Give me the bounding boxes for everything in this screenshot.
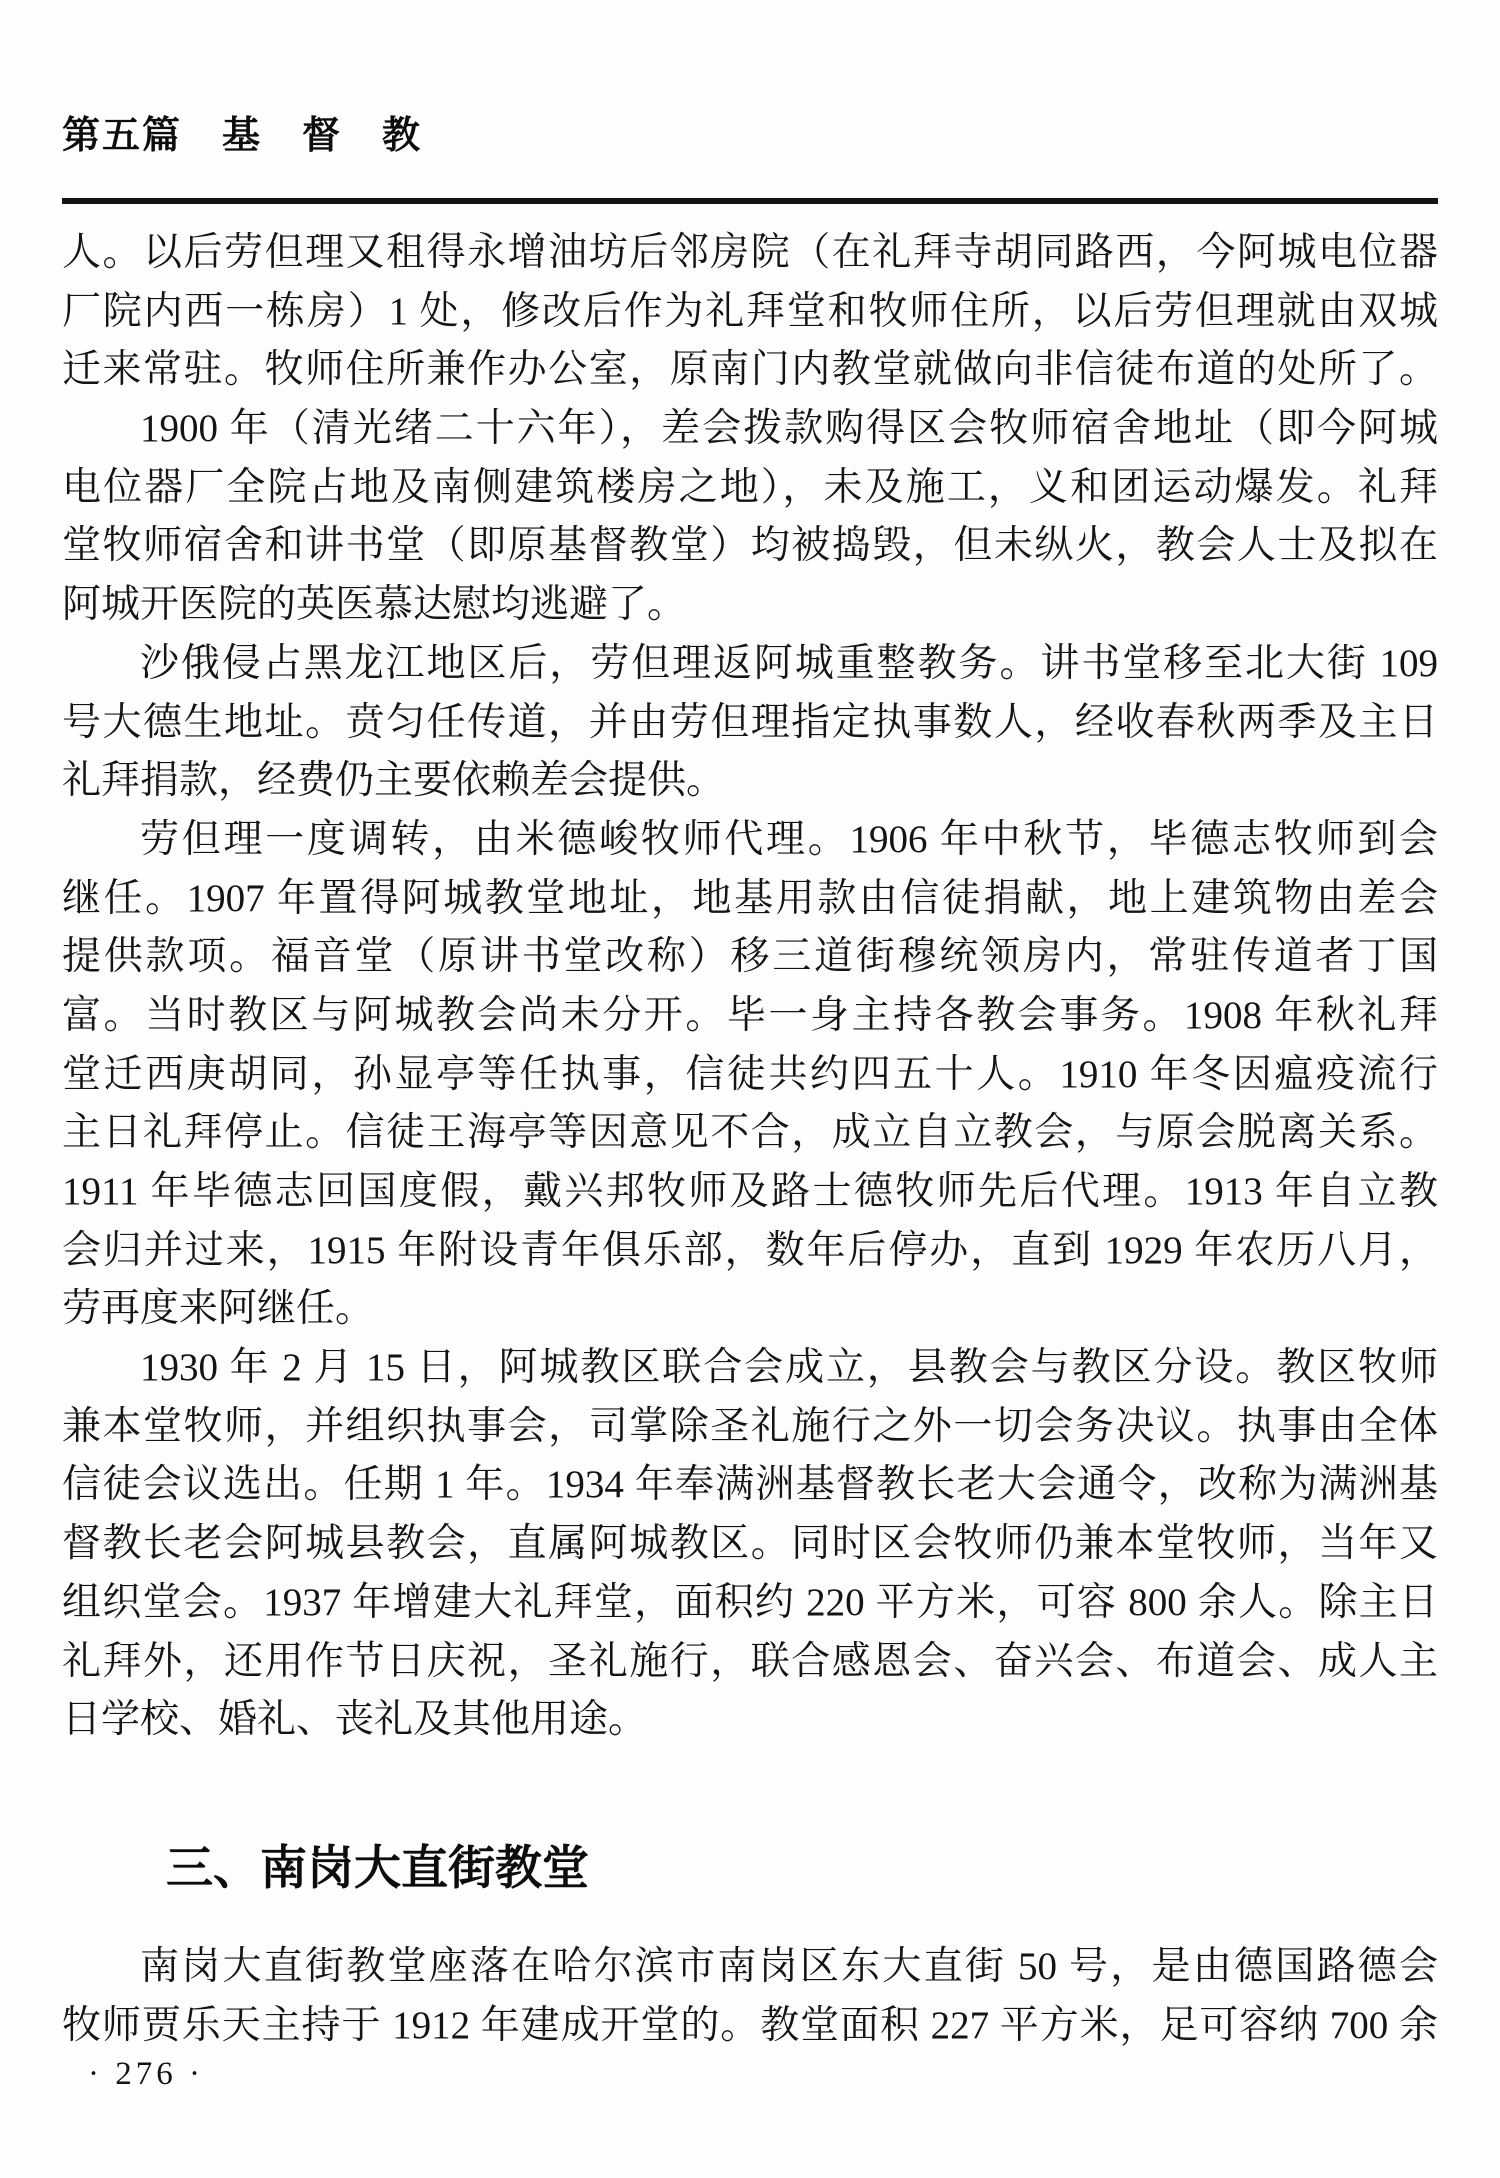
body-text-line: 人。以后劳但理又租得永增油坊后邻房院（在礼拜寺胡同路西，今阿城电位器 [62,231,1438,274]
body-text-line: 劳再度来阿继任。 [62,1287,375,1331]
body-text-line: 号大德生地址。贲匀任传道，并由劳但理指定执事数人，经收春秋两季及主日 [62,700,1438,744]
header-divider-rule [62,198,1438,204]
body-text-line: 南岗大直街教堂座落在哈尔滨市南岗区东大直街 50 号，是由德国路德会 [140,1944,1438,1988]
body-text-line: 堂迁西庚胡同，孙显亭等任执事，信徒共约四五十人。1910 年冬因瘟疫流行 [62,1052,1438,1096]
body-text-line: 牧师贾乐天主持于 1912 年建成开堂的。教堂面积 227 平方米，足可容纳 700 余 [62,2003,1438,2047]
body-text-line: 富。当时教区与阿城教会尚未分开。毕一身主持各教会事务。1908 年秋礼拜 [62,993,1438,1037]
body-text-line: 礼拜外，还用作节日庆祝，圣礼施行，联合感恩会、奋兴会、布道会、成人主 [62,1639,1438,1683]
body-text-line: 1930 年 2 月 15 日，阿城教区联合会成立，县教会与教区分设。教区牧师 [140,1346,1438,1390]
body-text-line: 迁来常驻。牧师住所兼作办公室，原南门内教堂就做向非信徒布道的处所了。 [62,348,1438,392]
body-text-line: 礼拜捐款，经费仍主要依赖差会提供。 [62,759,726,803]
body-text-line: 继任。1907 年置得阿城教堂地址，地基用款由信徒捐献，地上建筑物由差会 [62,876,1438,920]
page-number: · 276 · [88,2056,204,2092]
section-heading: 三、南岗大直街教堂 [166,1840,589,1894]
body-text-line: 督教长老会阿城县教会，直属阿城教区。同时区会牧师仍兼本堂牧师，当年又 [62,1522,1438,1566]
body-text-block [62,224,1438,1750]
running-header-title: 第五篇 基 督 教 [62,115,423,157]
body-text-line: 组织堂会。1937 年增建大礼拜堂，面积约 220 平方米，可容 800 余人。除主日 [62,1580,1438,1624]
body-text-line: 日学校、婚礼、丧礼及其他用途。 [62,1698,648,1742]
body-text-line: 厂院内西一栋房）1 处，修改后作为礼拜堂和牧师住所，以后劳但理就由双城 [62,289,1438,333]
body-text-line: 阿城开医院的英医慕达慰均逃避了。 [62,583,687,627]
body-text-line: 堂牧师宿舍和讲书堂（即原基督教堂）均被捣毁，但未纵火，教会人士及拟在 [62,524,1438,568]
body-text-line: 信徒会议选出。任期 1 年。1934 年奉满洲基督教长老大会通令，改称为满洲基 [62,1463,1438,1507]
body-text-line: 会归并过来，1915 年附设青年俱乐部，数年后停办，直到 1929 年农历八月， [62,1228,1438,1272]
body-text-line: 1911 年毕德志回国度假，戴兴邦牧师及路士德牧师先后代理。1913 年自立教 [62,1170,1438,1213]
section-body-text-block [62,1938,1438,2055]
body-text-line: 提供款项。福音堂（原讲书堂改称）移三道街穆统领房内，常驻传道者丁国 [62,935,1438,979]
body-text-line: 1900 年（清光绪二十六年），差会拨款购得区会牧师宿舍地址（即今阿城 [140,407,1438,451]
body-text-line: 沙俄侵占黑龙江地区后，劳但理返阿城重整教务。讲书堂移至北大街 109 [140,641,1438,685]
body-text-line: 电位器厂全院占地及南侧建筑楼房之地），未及施工，义和团运动爆发。礼拜 [62,465,1438,509]
body-text-line: 主日礼拜停止。信徒王海亭等因意见不合，成立自立教会，与原会脱离关系。 [62,1111,1438,1155]
body-text-line: 兼本堂牧师，并组织执事会，司掌除圣礼施行之外一切会务决议。执事由全体 [62,1404,1438,1448]
body-text-line: 劳但理一度调转，由米德峻牧师代理。1906 年中秋节，毕德志牧师到会 [140,817,1438,861]
